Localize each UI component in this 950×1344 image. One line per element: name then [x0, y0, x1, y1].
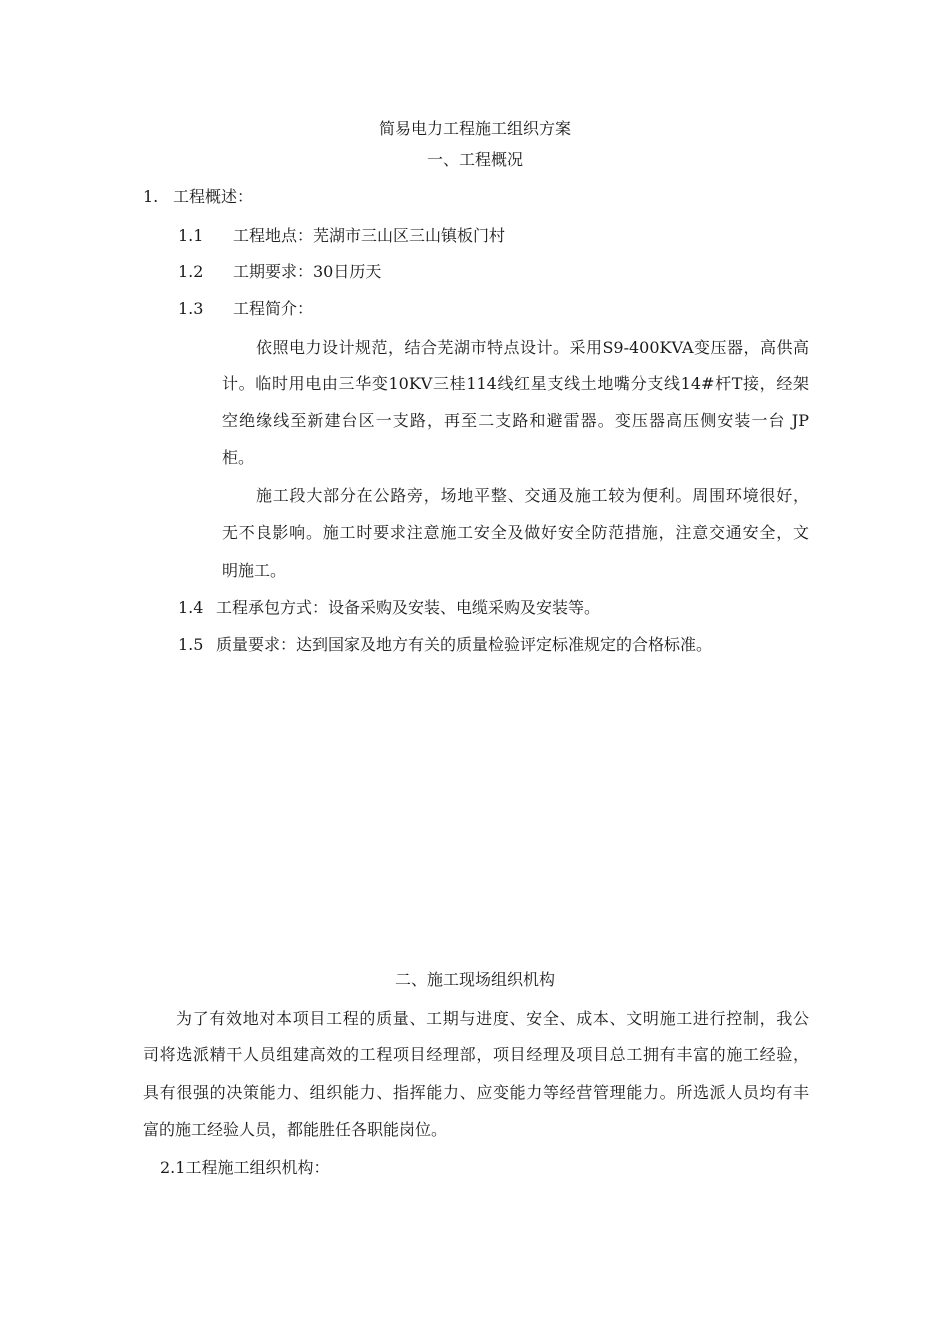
item-1-3-text: 工程简介： [233, 299, 314, 318]
document-title: 简易电力工程施工组织方案 [378, 119, 571, 138]
item-1-4-number: 1.4 [178, 598, 204, 617]
section-2-para-line: 为了有效地对本项目工程的质量、工期与进度、安全、成本、文明施工进行控制，我公 [176, 1009, 809, 1028]
section-2-para-line: 富的施工经验人员，都能胜任各职能岗位。 [143, 1120, 448, 1139]
item-1-5-text: 质量要求：达到国家及地方有关的质量检验评定标准规定的合格标准。 [216, 635, 713, 654]
item-1-4-text: 工程承包方式：设备采购及安装、电缆采购及安装等。 [216, 598, 601, 617]
item-1-1-number: 1.1 [178, 226, 204, 245]
section-2-para-line: 司将选派精干人员组建高效的工程项目经理部，项目经理及项目总工拥有丰富的施工经验， [143, 1045, 809, 1064]
sub-1-text: 工程概述： [173, 187, 254, 206]
section-2-para-line: 具有很强的决策能力、组织能力、指挥能力、应变能力等经营管理能力。所选派人员均有丰 [143, 1083, 809, 1102]
intro-para2-line: 无不良影响。施工时要求注意施工安全及做好安全防范措施，注意交通安全，文 [222, 523, 809, 542]
intro-para2-line: 明施工。 [222, 561, 287, 580]
sub-2-1: 2.1工程施工组织机构： [160, 1158, 330, 1177]
intro-para1-line: 依照电力设计规范，结合芜湖市特点设计。采用S9-400KVA变压器，高供高 [256, 338, 809, 357]
section-1-heading: 一、工程概况 [426, 150, 523, 169]
sub-1-number: 1. [143, 187, 159, 206]
item-1-5-number: 1.5 [178, 635, 204, 654]
intro-para1-line: 空绝缘线至新建台区一支路，再至二支路和避雷器。变压器高压侧安装一台 JP [222, 411, 809, 430]
intro-para1-line: 计。临时用电由三华变10KV三桂114线红星支线土地嘴分支线14#杆T接，经架 [222, 374, 809, 393]
section-2-heading: 二、施工现场组织机构 [394, 970, 555, 989]
item-1-1-text: 工程地点：芜湖市三山区三山镇板门村 [233, 226, 506, 245]
item-1-2-text: 工期要求：30日历天 [233, 262, 382, 281]
intro-para2-line: 施工段大部分在公路旁，场地平整、交通及施工较为便利。周围环境很好， [256, 486, 809, 505]
item-1-3-number: 1.3 [178, 299, 204, 318]
item-1-2-number: 1.2 [178, 262, 204, 281]
intro-para1-line: 柜。 [222, 448, 255, 467]
